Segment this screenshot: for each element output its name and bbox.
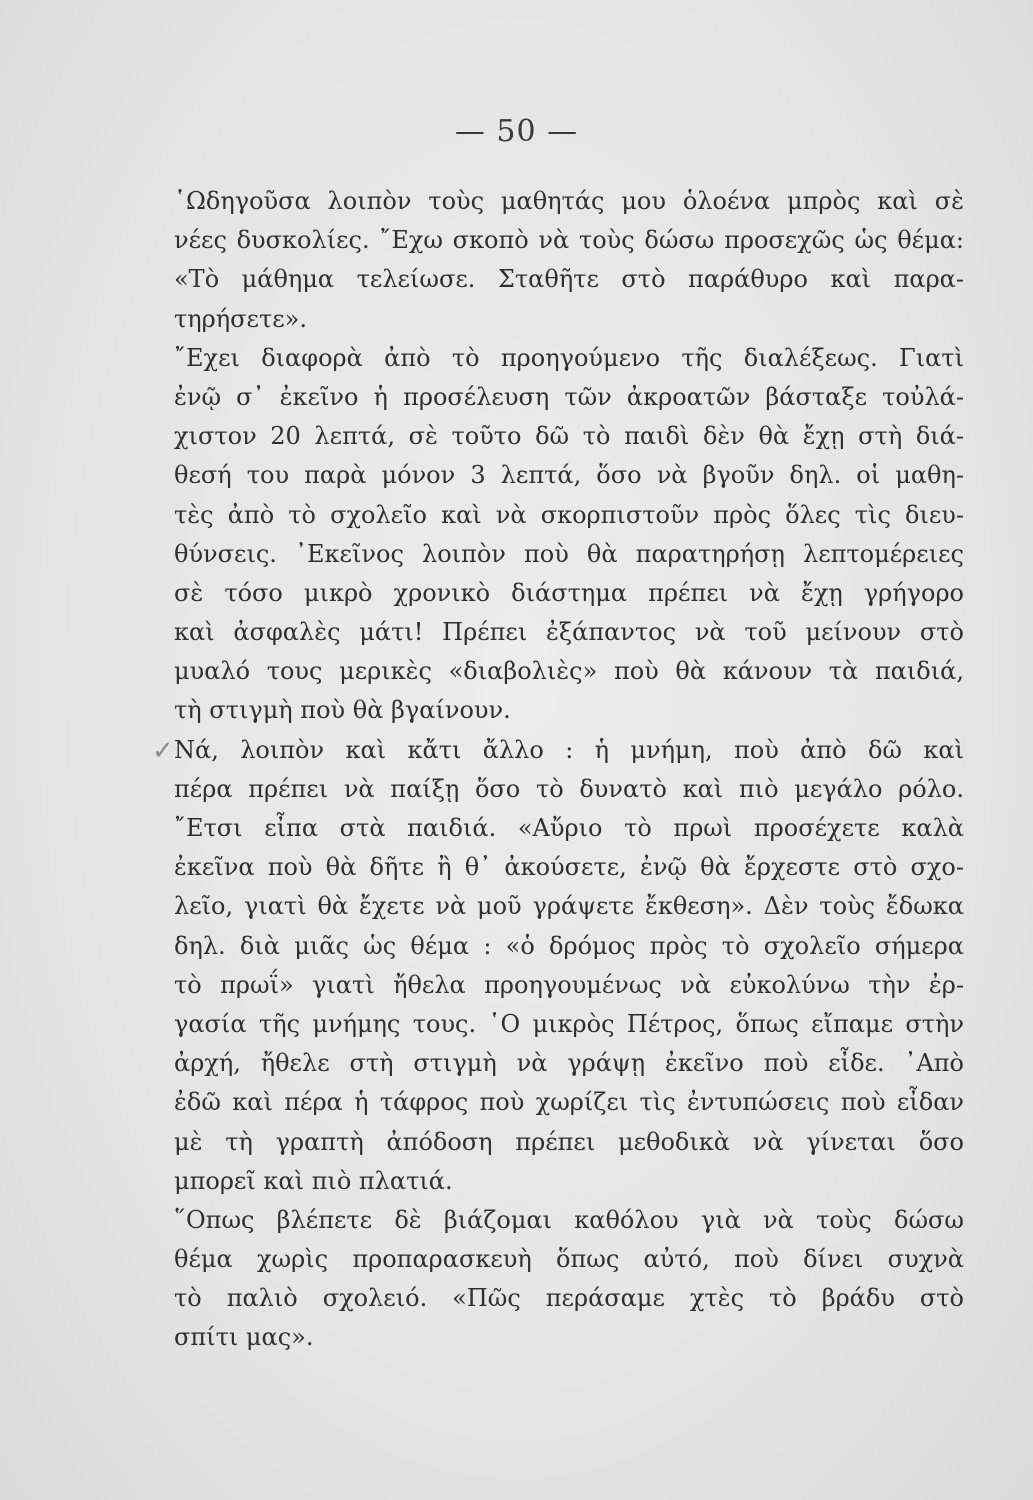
text-line: δηλ. διὰ μιᾶς ὡς θέμα : «ὁ δρόμος πρὸς τὸ σχολεῖο σήμερα [174, 931, 964, 960]
text-line: θύνσεις. ᾽Εκεῖνος λοιπὸν ποὺ θὰ παρατηρήσῃ λεπτομέρειες [174, 539, 964, 568]
text-line: ῾Ωδηγοῦσα λοιπὸν τοὺς μαθητάς μου ὁλοένα μπρὸς καὶ σὲ [174, 187, 964, 215]
text-line: ἐνῷ σ᾽ ἐκεῖνο ἡ προσέλευση τῶν ἀκροατῶν βάσταξε τοὐλά- [174, 382, 964, 411]
page-number: — 50 — [454, 114, 579, 149]
text-line: μὲ τὴ γραπτὴ ἀπόδοση πρέπει μεθοδικὰ νὰ γίνεται ὅσο [174, 1127, 964, 1156]
body-text [174, 182, 964, 1358]
text-line: μπορεῖ καὶ πιὸ πλατιά. [174, 1166, 453, 1195]
text-line: Νά, λοιπὸν καὶ κἄτι ἄλλο : ἡ μνήμη, ποὺ ἀπὸ δῶ καὶ [174, 735, 964, 764]
text-line: καὶ ἀσφαλὲς μάτι! Πρέπει ἐξάπαντος νὰ τοῦ μείνουν στὸ [174, 618, 964, 647]
text-line: τὲς ἀπὸ τὸ σχολεῖο καὶ νὰ σκορπιστοῦν πρὸς ὅλες τὶς διευ- [174, 500, 964, 529]
text-line: χιστον 20 λεπτά, σὲ τοῦτο δῶ τὸ παιδὶ δὲν θὰ ἔχῃ στὴ διά- [174, 422, 964, 451]
text-line: τὸ παλιὸ σχολειό. «Πῶς περάσαμε χτὲς τὸ βράδυ στὸ [174, 1284, 964, 1313]
text-line: τὸ πρωΐ» γιατὶ ἤθελα προηγουμένως νὰ εὐκολύνω τὴν ἐρ- [174, 970, 964, 999]
text-line: λεῖο, γιατὶ θὰ ἔχετε νὰ μοῦ γράψετε ἔκθεση». Δὲν τοὺς ἔδωκα [174, 892, 964, 921]
text-line: θέμα χωρὶς προπαρασκευὴ ὅπως αὐτό, ποὺ δίνει συχνὰ [174, 1245, 964, 1274]
text-line: μυαλό τους μερικὲς «διαβολιὲς» ποὺ θὰ κάνουν τὰ παιδιά, [174, 657, 964, 686]
text-line: ἐκεῖνα ποὺ θὰ δῆτε ἢ θ᾽ ἀκούσετε, ἐνῷ θὰ ἔρχεστε στὸ σχο- [174, 853, 964, 882]
text-line: «Τὸ μάθημα τελείωσε. Σταθῆτε στὸ παράθυρο καὶ παρα- [174, 265, 964, 294]
text-line: τηρήσετε». [174, 304, 307, 333]
text-line: ἀρχή, ἤθελε στὴ στιγμὴ νὰ γράψῃ ἐκεῖνο ποὺ εἶδε. ᾽Απὸ [174, 1049, 964, 1078]
text-line: σπίτι μας». [174, 1323, 314, 1352]
text-line: ῎Εχει διαφορὰ ἀπὸ τὸ προηγούμενο τῆς διαλέξεως. Γιατὶ [174, 343, 964, 372]
text-line: τὴ στιγμὴ ποὺ θὰ βγαίνουν. [174, 696, 511, 725]
text-line: ἐδῶ καὶ πέρα ἡ τάφρος ποὺ χωρίζει τὶς ἐντυπώσεις ποὺ εἶδαν [174, 1088, 964, 1117]
text-line: πέρα πρέπει νὰ παίξῃ ὅσο τὸ δυνατὸ καὶ πιὸ μεγάλο ρόλο. [174, 774, 964, 803]
text-line: σὲ τόσο μικρὸ χρονικὸ διάστημα πρέπει νὰ ἔχῃ γρήγορο [174, 578, 964, 607]
text-line: γασία τῆς μνήμης τους. ῾Ο μικρὸς Πέτρος, ὅπως εἴπαμε στὴν [174, 1009, 964, 1038]
text-line: νέες δυσκολίες. ῎Εχω σκοπὸ νὰ τοὺς δώσω προσεχῶς ὡς θέμα: [174, 226, 964, 255]
text-line: ῎Ετσι εἶπα στὰ παιδιά. «Αὔριο τὸ πρωὶ προσέχετε καλὰ [174, 814, 964, 842]
margin-check-mark: ✓ [152, 736, 174, 766]
text-line: θεσή του παρὰ μόνον 3 λεπτά, ὅσο νὰ βγοῦν δηλ. οἱ μαθη- [174, 461, 964, 490]
text-line: ῞Οπως βλέπετε δὲ βιάζομαι καθόλου γιὰ νὰ τοὺς δώσω [174, 1205, 964, 1234]
